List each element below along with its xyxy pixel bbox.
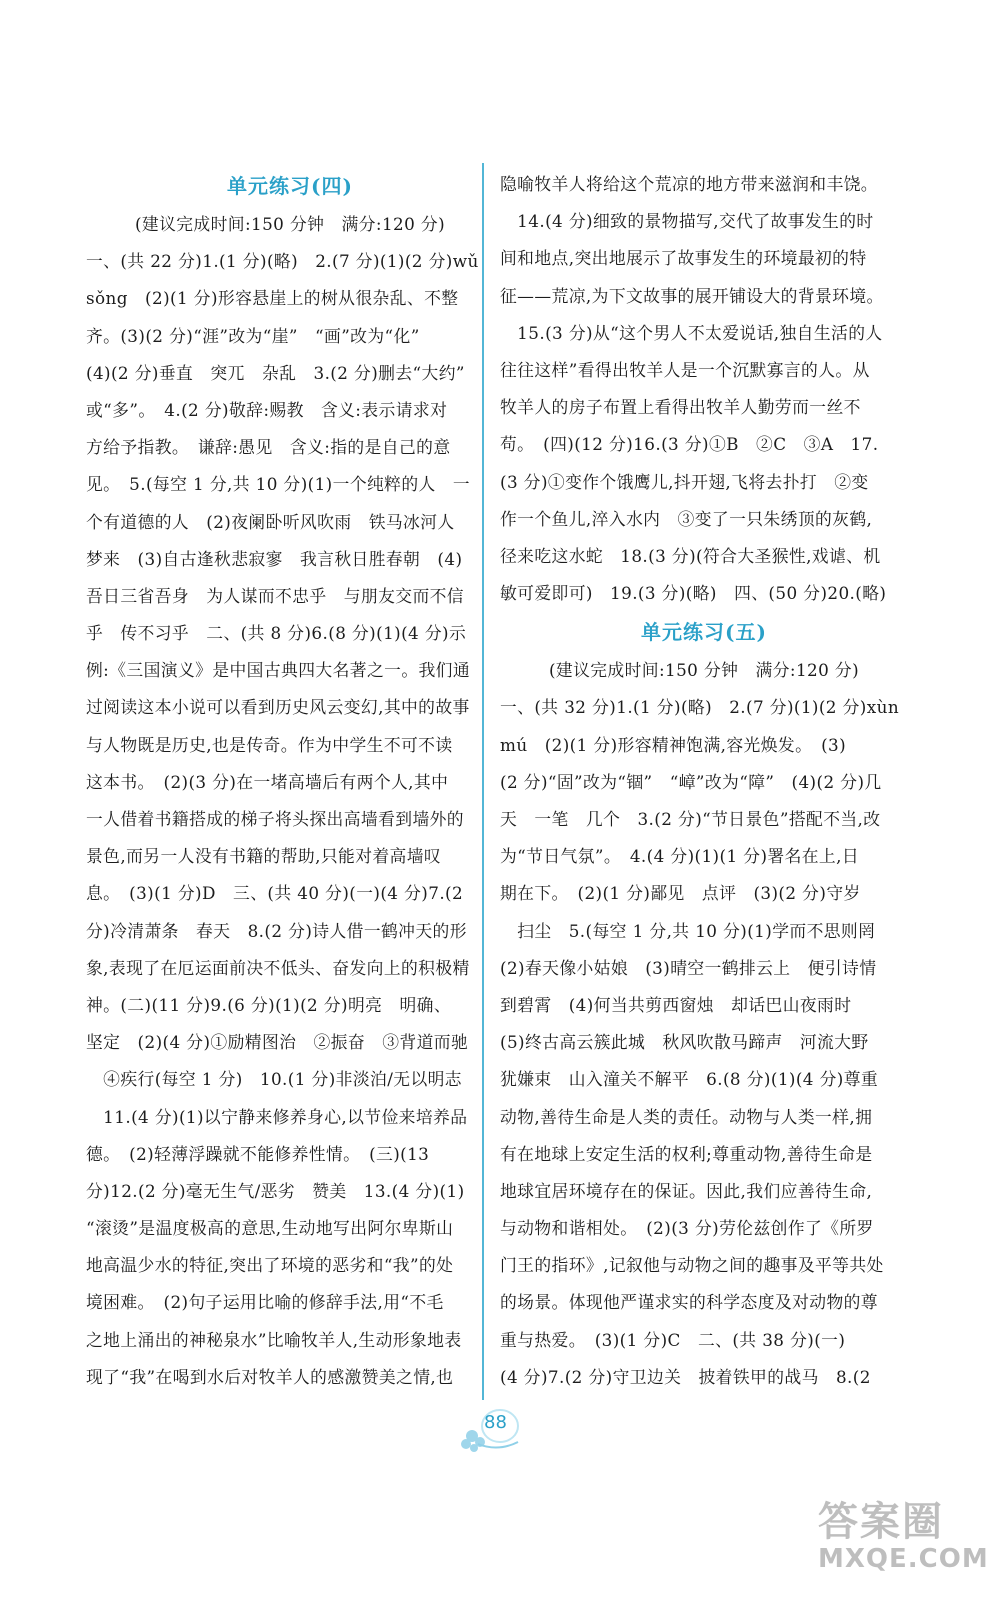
answer-line: 一、(共 22 分)1.(1 分)(略) 2.(7 分)(1)(2 分)wǔ [86,251,479,272]
answer-line: 个有道德的人 (2)夜阑卧听风吹雨 铁马冰河人 [86,511,455,532]
unit5-answers [500,689,908,1396]
answer-line: 期在下。 (2)(1 分)鄙见 点评 (3)(2 分)守岁 [500,883,861,904]
answer-line: 有在地球上安定生活的权利;尊重动物,善待生命是 [500,1143,873,1164]
watermark-logo-text: 答案圈 [818,1499,944,1545]
answer-line: 的场景。体现他严谨求实的科学态度及对动物的尊 [500,1292,878,1313]
answer-line: 地高温少水的特征,突出了环境的恶劣和“我”的处 [86,1255,454,1276]
answer-line: 11.(4 分)(1)以宁静来修养身心,以节俭来培养品 [86,1106,468,1127]
unit4-answers-right [500,166,908,612]
page-number: 88 [484,1412,507,1433]
answer-line: 扫尘 5.(每空 1 分,共 10 分)(1)学而不思则罔 [500,920,876,941]
answer-line: 这本书。 (2)(3 分)在一堵高墙后有两个人,其中 [86,771,449,792]
answer-line: 与动物和谐相处。 (2)(3 分)劳伦兹创作了《所罗 [500,1218,874,1239]
answer-line: 犹嫌束 山入潼关不解平 6.(8 分)(1)(4 分)尊重 [500,1069,879,1090]
answer-line: 境困难。 (2)句子运用比喻的修辞手法,用“不毛 [86,1292,444,1313]
site-watermark [818,1500,988,1590]
answer-line: 作一个鱼儿,淬入水内 ③变了一只朱绣顶的灰鹤, [500,508,873,529]
answer-line: 吾日三省吾身 为人谋而不忠乎 与朋友交而不信 [86,585,464,606]
answer-line: (5)终古高云簇此城 秋风吹散马蹄声 河流大野 [500,1032,869,1053]
answer-line: 梦来 (3)自古逢秋悲寂寥 我言秋日胜春朝 (4) [86,548,463,569]
answer-line: 征——荒凉,为下文故事的展开铺设大的背景环境。 [500,285,884,306]
answer-line: 见。 5.(每空 1 分,共 10 分)(1)一个纯粹的人 一 [86,474,471,495]
answer-line: 15.(3 分)从“这个男人不太爱说话,独自生活的人 [500,322,883,343]
answer-line: 坚定 (2)(4 分)①励精图治 ②振奋 ③背道而驰 [86,1032,469,1053]
answer-line: 到碧霄 (4)何当共剪西窗烛 却话巴山夜雨时 [500,994,852,1015]
answer-line: 之地上涌出的神秘泉水”比喻牧羊人,生动形象地表 [86,1329,462,1350]
answer-line: 间和地点,突出地展示了故事发生的环境最初的特 [500,248,867,269]
answer-line: 牧羊人的房子布置上看得出牧羊人勤劳而一丝不 [500,397,861,418]
answer-line: 息。 (3)(1 分)D 三、(共 40 分)(一)(4 分)7.(2 [86,883,464,904]
answer-line: 过阅读这本小说可以看到历史风云变幻,其中的故事 [86,697,470,718]
answer-line: (4)(2 分)垂直 突兀 杂乱 3.(2 分)删去“大约” [86,362,465,383]
left-column [86,166,494,1396]
answer-line: 动物,善待生命是人类的责任。动物与人类一样,拥 [500,1106,873,1127]
unit5-subtitle: (建议完成时间:150 分钟 满分:120 分) [548,660,860,681]
unit5-title: 单元练习(五) [641,620,767,645]
answer-line: 门王的指环》,记叙他与动物之间的趣事及平等共处 [500,1255,884,1276]
answer-line: 乎 传不习乎 二、(共 8 分)6.(8 分)(1)(4 分)示 [86,623,467,644]
answer-line: 象,表现了在厄运面前决不低头、奋发向上的积极精 [86,957,470,978]
answer-line: 苟。 (四)(12 分)16.(3 分)①B ②C ③A 17. [500,434,879,455]
answer-line: 分)12.(2 分)毫无生气/恶劣 赞美 13.(4 分)(1) [86,1180,465,1201]
answer-line: 一、(共 32 分)1.(1 分)(略) 2.(7 分)(1)(2 分)xùn [500,697,900,718]
answer-line: (4 分)7.(2 分)守卫边关 披着铁甲的战马 8.(2 [500,1366,871,1387]
answer-line: 敏可爱即可) 19.(3 分)(略) 四、(50 分)20.(略) [500,583,887,604]
answer-line: 隐喻牧羊人将给这个荒凉的地方带来滋润和丰饶。 [500,174,878,194]
answer-line: 为“节日气氛”。 4.(4 分)(1)(1 分)署名在上,日 [500,846,860,867]
answer-line: 德。 (2)轻薄浮躁就不能修养性情。 (三)(13 [86,1143,430,1164]
answer-line: sǒng (2)(1 分)形容悬崖上的树从很杂乱、不整 [86,288,459,309]
answer-line: 重与热爱。 (3)(1 分)C 二、(共 38 分)(一) [500,1329,846,1350]
answer-line: 天 一笔 几个 3.(2 分)“节日景色”搭配不当,改 [500,809,881,829]
page-number-badge [458,1404,548,1456]
unit4-title: 单元练习(四) [227,174,353,198]
right-column [500,166,908,1396]
answer-line: (2)春天像小姑娘 (3)晴空一鹤排云上 便引诗情 [500,957,877,978]
unit4-subtitle: (建议完成时间:150 分钟 满分:120 分) [134,214,446,234]
answer-line: ④疾行(每空 1 分) 10.(1 分)非淡泊/无以明志 [86,1069,462,1090]
answer-line: 一人借着书籍搭成的梯子将头探出高墙看到墙外的 [86,809,464,829]
answer-line: “滚烫”是温度极高的意思,生动地写出阿尔卑斯山 [86,1218,454,1239]
watermark-url: MXQE.COM [818,1544,989,1574]
answer-line: 往往这样”看得出牧羊人是一个沉默寡言的人。从 [500,359,870,380]
answer-line: 分)冷清萧条 春天 8.(2 分)诗人借一鹤冲天的形 [86,920,467,941]
answer-line: 齐。(3)(2 分)“涯”改为“崖” “画”改为“化” [86,325,420,346]
answer-line: 与人物既是历史,也是传奇。作为中学生不可不读 [86,734,453,755]
answer-line: 现了“我”在喝到水后对牧羊人的感激赞美之情,也 [86,1366,454,1387]
answer-line: 例:《三国演义》是中国古典四大名著之一。我们通 [86,660,471,681]
answer-line: 或“多”。 4.(2 分)敬辞:赐教 含义:表示请求对 [86,399,448,420]
answer-line: 地球宜居环境存在的保证。因此,我们应善待生命, [500,1180,873,1201]
answer-line: mú (2)(1 分)形容精神饱满,容光焕发。 (3) [500,734,847,755]
answer-line: 径来吃这水蛇 18.(3 分)(符合大圣猴性,戏谑、机 [500,545,881,566]
answer-line: (3 分)①变作个饿鹰儿,抖开翅,飞将去扑打 ②变 [500,471,869,492]
answer-line: 景色,而另一人没有书籍的帮助,只能对着高墙叹 [86,846,442,867]
answer-line: (2 分)“固”改为“锢” “嶂”改为“障” (4)(2 分)几 [500,771,882,792]
unit4-answers-left [86,243,494,1396]
answer-line: 方给予指教。 谦辞:愚见 含义:指的是自己的意 [86,437,451,458]
answer-line: 14.(4 分)细致的景物描写,交代了故事发生的时 [500,211,874,232]
answer-line: 神。(二)(11 分)9.(6 分)(1)(2 分)明亮 明确、 [86,994,452,1015]
